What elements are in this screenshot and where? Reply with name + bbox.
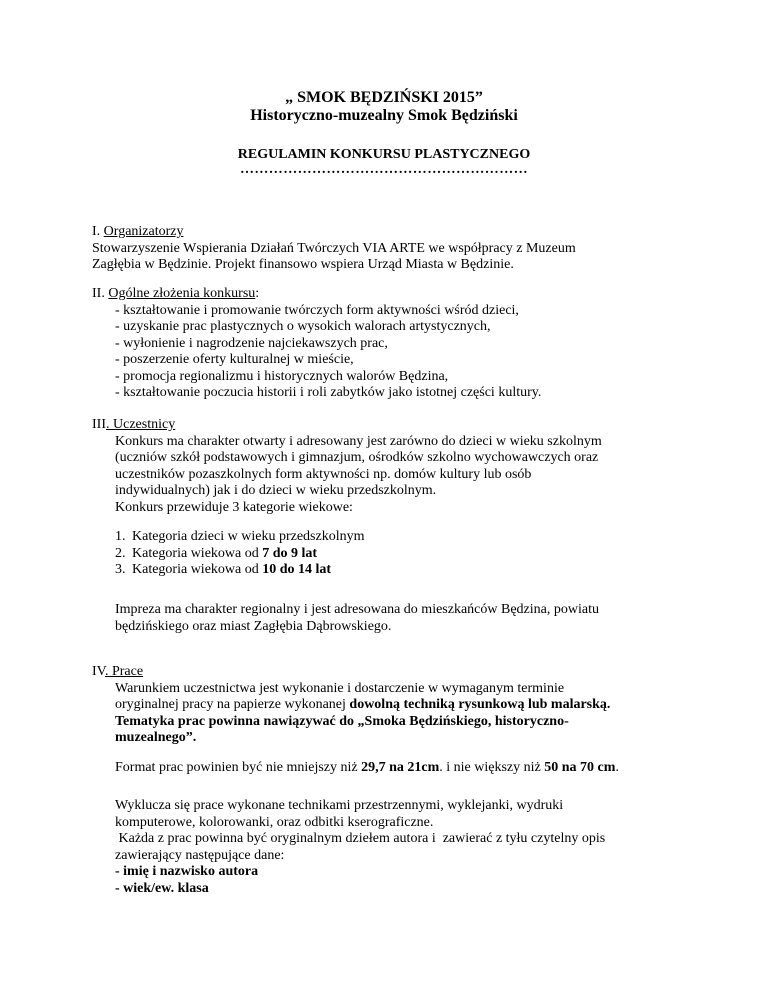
paragraph-text: . i nie większy niż bbox=[439, 760, 545, 775]
paragraph-line bbox=[92, 730, 702, 747]
section-general-assumptions bbox=[92, 286, 702, 402]
list-item bbox=[92, 562, 702, 579]
list-number: 2. bbox=[115, 545, 126, 561]
section-number: III bbox=[92, 417, 106, 432]
paragraph-line: Zagłębia w Będzinie. Projekt finansowo wspiera Urząd Miasta w Będzinie. bbox=[92, 257, 514, 272]
required-data-item: - imię i nazwisko autora bbox=[115, 864, 259, 879]
category-text: Kategoria wiekowa od bbox=[132, 562, 263, 577]
min-size: 29,7 na 21cm bbox=[361, 760, 440, 775]
technique-emphasis: dowolną techniką rysunkową lub malarską. bbox=[349, 697, 611, 712]
dotted-separator: …………………………………………………… bbox=[240, 162, 528, 177]
paragraph-line: będzińskiego oraz miast Zagłębia Dąbrowskiego. bbox=[115, 618, 392, 634]
paragraph-text: . bbox=[615, 760, 619, 775]
paragraph-line: Każda z prac powinna być oryginalnym dziełem autora i zawierać z tyłu czytelny opis bbox=[115, 831, 606, 846]
doc-type-heading: REGULAMIN KONKURSU PLASTYCZNEGO bbox=[237, 147, 531, 162]
paragraph-text: Format prac powinien być nie mniejszy niż bbox=[115, 760, 362, 775]
list-item: - poszerzenie oferty kulturalnej w mieście, bbox=[115, 352, 354, 367]
category-age-range: 10 do 14 lat bbox=[262, 562, 332, 577]
paragraph-line: komputerowe, kolorowanki, oraz odbitki kserograficzne. bbox=[115, 814, 434, 830]
section-participants bbox=[92, 417, 702, 516]
paragraph-text: oryginalnej pracy na papierze wykonanej bbox=[115, 697, 350, 712]
list-item bbox=[92, 546, 702, 563]
section-works bbox=[92, 664, 702, 747]
category-age-range: 7 do 9 lat bbox=[262, 545, 318, 561]
section-heading bbox=[92, 417, 702, 434]
list-item: - kształtowanie poczucia historii i roli zabytków jako istotnej części kultury. bbox=[115, 385, 542, 400]
list-number: 1. bbox=[115, 529, 126, 544]
theme-emphasis: Tematyka prac powinna nawiązywać do „Smoka Będzińskiego, historyczno- bbox=[115, 713, 569, 729]
category-text: Kategoria dzieci w wieku przedszkolnym bbox=[132, 529, 365, 544]
age-categories-list bbox=[92, 529, 702, 579]
section-number: II. bbox=[92, 286, 109, 301]
section-title: . Uczestnicy bbox=[106, 417, 176, 432]
list-item bbox=[92, 529, 702, 546]
required-data-item: - wiek/ew. klasa bbox=[115, 880, 209, 896]
category-text: Kategoria wiekowa od bbox=[132, 545, 263, 561]
list-item: - uzyskanie prac plastycznych o wysokich walorach artystycznych, bbox=[115, 319, 491, 334]
region-paragraph bbox=[92, 602, 702, 635]
section-number: I. bbox=[92, 224, 104, 239]
paragraph-line bbox=[92, 760, 702, 777]
list-number: 3. bbox=[115, 562, 126, 577]
section-title: . Prace bbox=[104, 664, 144, 679]
paragraph-line: Konkurs przewiduje 3 kategorie wiekowe: bbox=[115, 499, 353, 515]
doc-subtitle: Historyczno-muzealny Smok Będziński bbox=[250, 107, 518, 124]
paragraph-line: Warunkiem uczestnictwa jest wykonanie i dostarczenie w wymaganym terminie bbox=[115, 680, 565, 696]
section-heading bbox=[92, 664, 702, 681]
section-heading bbox=[92, 286, 702, 303]
section-organizers bbox=[92, 224, 702, 274]
paragraph-line: indywidualnych) jak i do dzieci w wieku przedszkolnym. bbox=[115, 483, 437, 498]
exclusions-paragraph bbox=[92, 798, 702, 897]
list-item: - wyłonienie i nagrodzenie najciekawszych prac, bbox=[115, 335, 388, 351]
max-size: 50 na 70 cm bbox=[544, 760, 616, 775]
list-item bbox=[92, 881, 702, 898]
paragraph-line: Stowarzyszenie Wspierania Działań Twórczych VIA ARTE we współpracy z Muzeum bbox=[92, 240, 576, 256]
heading-colon: : bbox=[255, 286, 260, 301]
paragraph-line: Wyklucza się prace wykonane technikami przestrzennymi, wyklejanki, wydruki bbox=[115, 798, 564, 813]
format-paragraph bbox=[92, 760, 702, 777]
paragraph-line: uczestników pozaszkolnych form aktywności np. domów kultury lub osób bbox=[115, 466, 532, 482]
section-title: Organizatorzy bbox=[103, 224, 184, 239]
section-title: Ogólne złożenia konkursu bbox=[108, 286, 256, 301]
paragraph-line: Impreza ma charakter regionalny i jest adresowana do mieszkańców Będzina, powiatu bbox=[115, 602, 599, 617]
section-heading bbox=[92, 224, 702, 241]
list-item: - kształtowanie i promowanie twórczych form aktywności wśród dzieci, bbox=[115, 302, 519, 318]
paragraph-line: zawierający następujące dane: bbox=[115, 847, 285, 863]
list-item bbox=[92, 864, 702, 881]
theme-emphasis: muzealnego”. bbox=[115, 730, 197, 745]
doc-title: „ SMOK BĘDZIŃSKI 2015” bbox=[285, 89, 483, 106]
paragraph-line: Konkurs ma charakter otwarty i adresowany jest zarówno do dzieci w wieku szkolnym bbox=[115, 433, 602, 449]
paragraph-line bbox=[92, 697, 702, 714]
paragraph-line: (uczniów szkół podstawowych i gimnazjum, ośrodków szkolno wychowawczych oraz bbox=[115, 450, 599, 465]
list-item: - promocja regionalizmu i historycznych walorów Będzina, bbox=[115, 368, 449, 384]
paragraph-line bbox=[92, 714, 702, 731]
section-number: IV bbox=[92, 664, 105, 679]
